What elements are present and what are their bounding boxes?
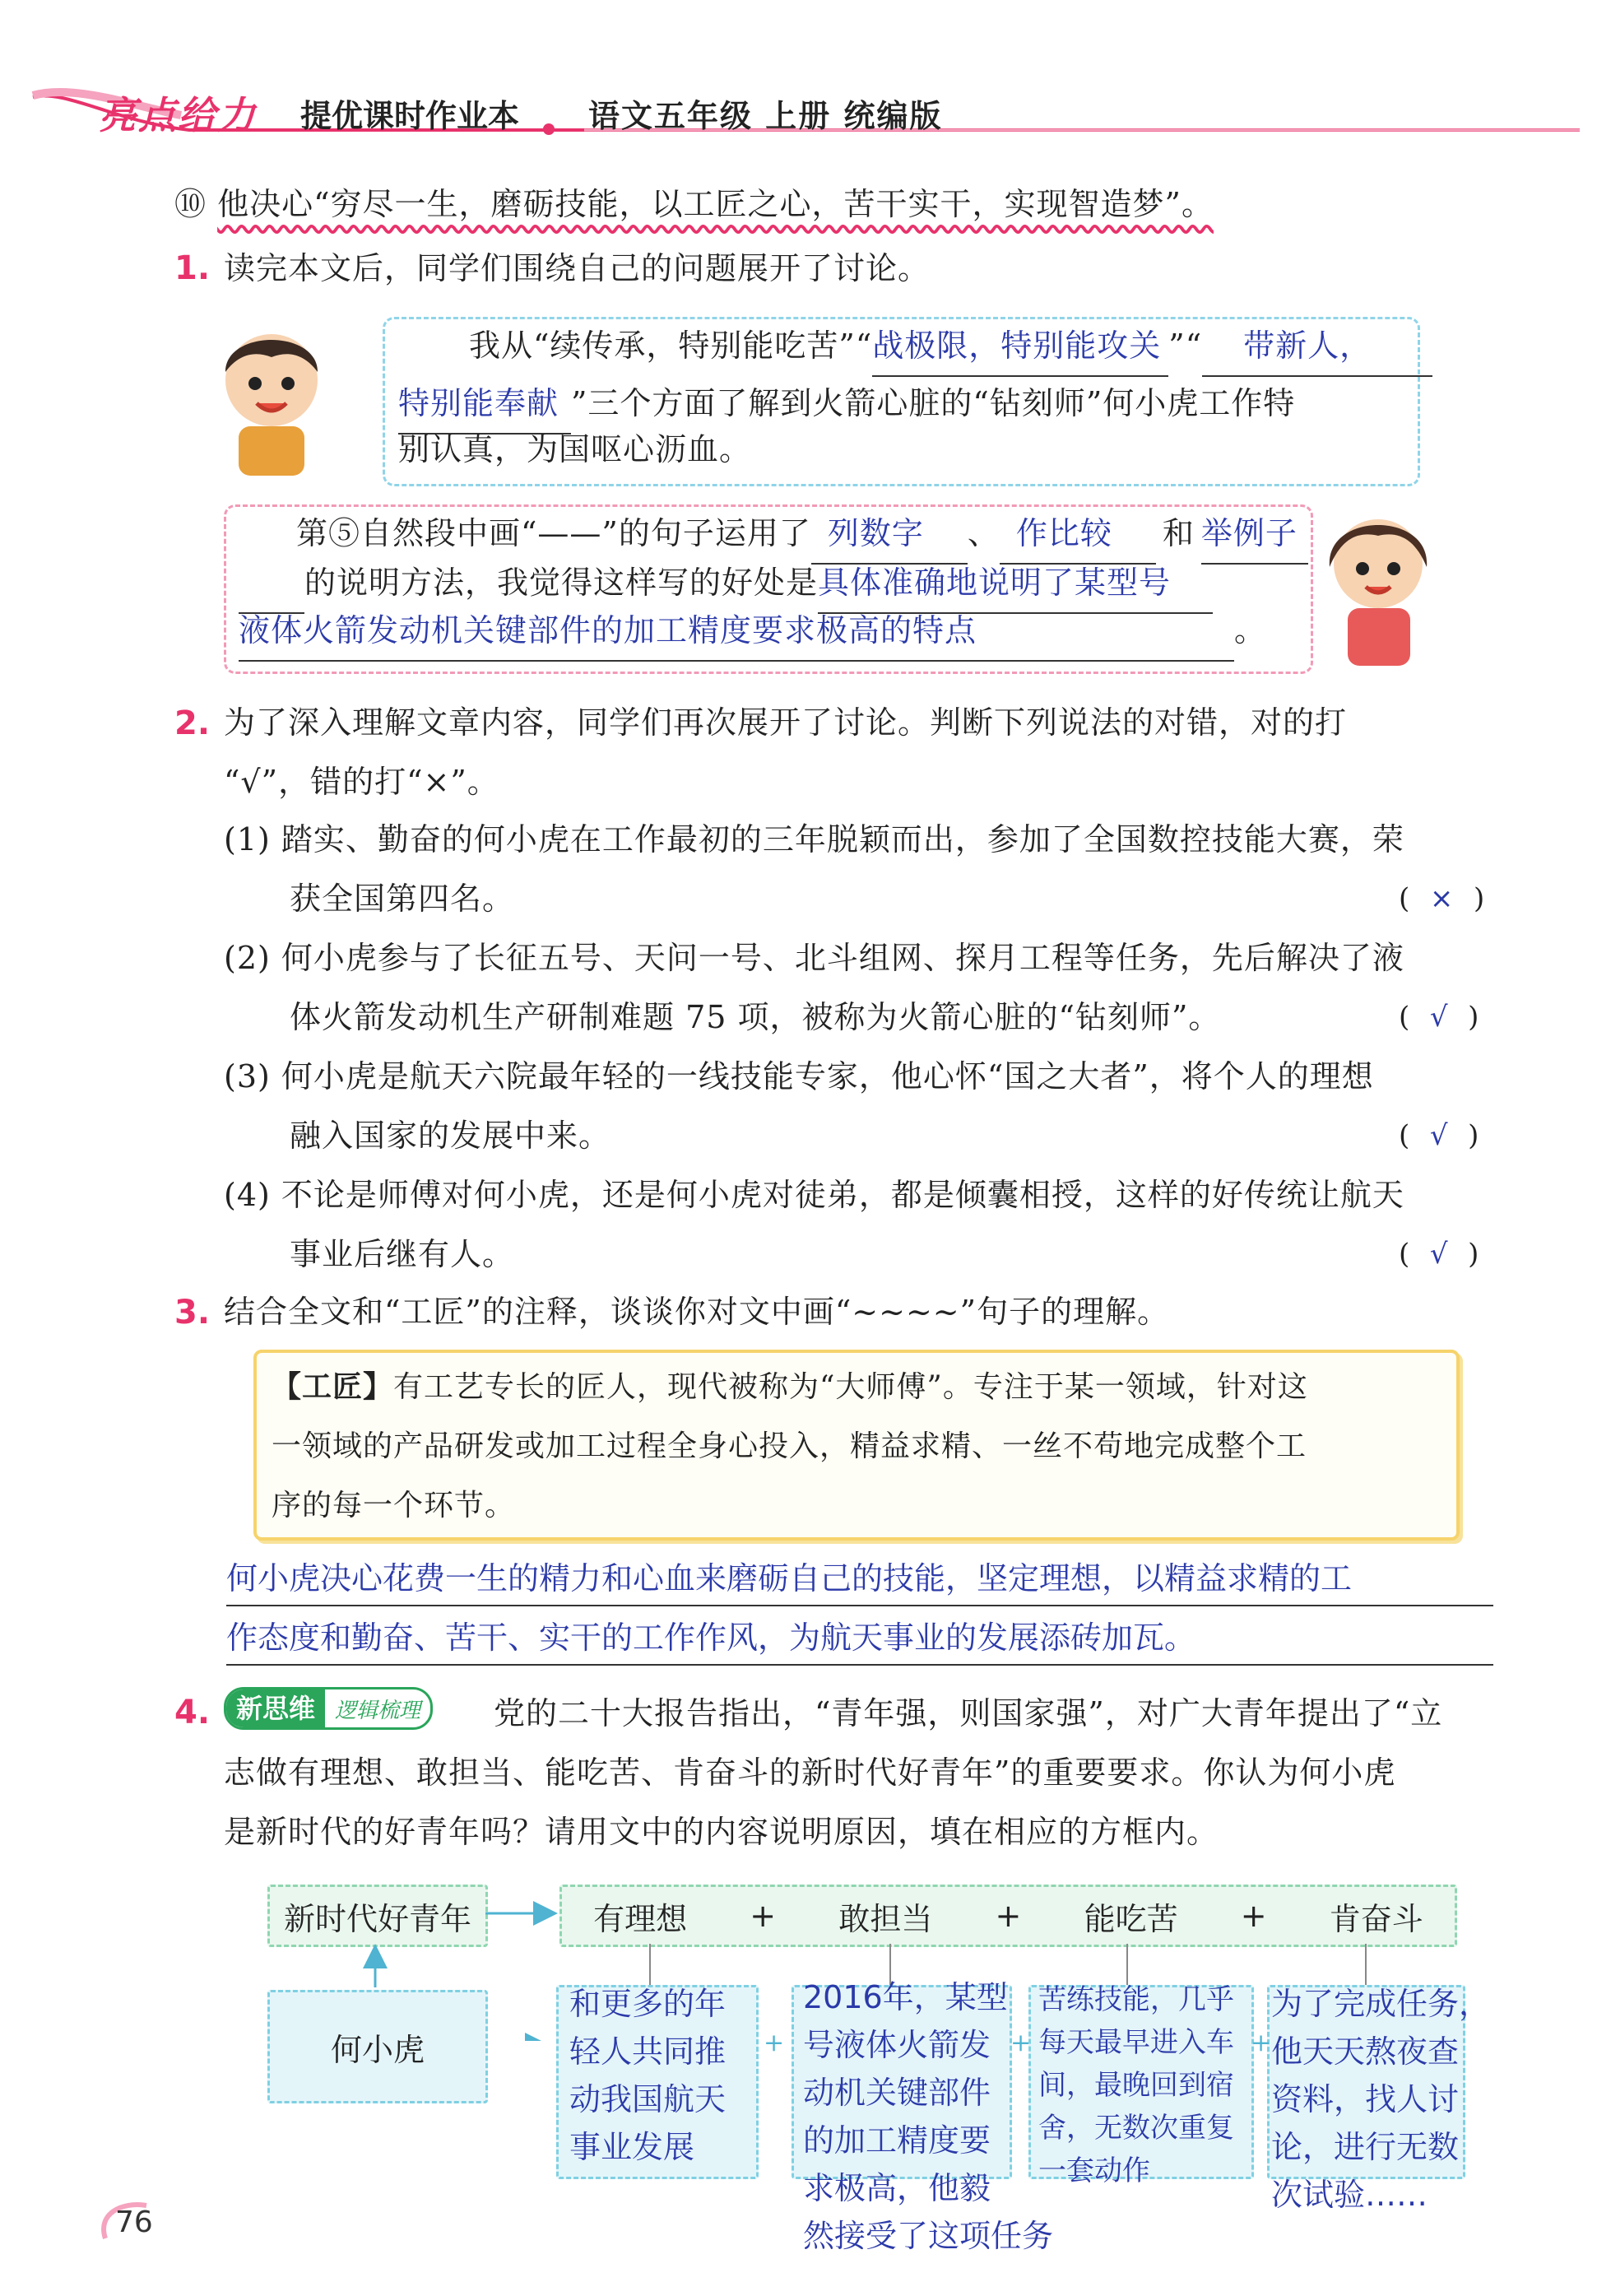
question-4-line1: 党的二十大报告指出，“青年强，则国家强”，对广大青年提出了“立	[494, 1695, 1443, 1731]
note-term: 【工匠】	[272, 1370, 394, 1404]
bubble-boy-line3: 别认真，为国呕心沥血。	[398, 431, 752, 467]
answer-resp-line: 2016年，某型	[803, 1979, 1008, 2015]
question-1-prompt: 读完本文后，同学们围绕自己的问题展开了讨论。	[224, 250, 931, 286]
plus-between-boxes-2: +	[1010, 2029, 1032, 2057]
bubble-girl-sep: 、	[967, 515, 1000, 551]
answer-line-q3-2[interactable]: 作态度和勤奋、苦干、实干的工作作风，为航天事业的发展添砖加瓦。	[226, 1611, 1493, 1666]
judge-item-1-line2: 获全国第四名。	[290, 881, 515, 917]
bubble-boy-line1	[469, 316, 1432, 377]
answer-ideal-line: 动我国航天	[569, 2081, 727, 2117]
bubble-boy-text-1: 我从“续传承，特别能吃苦”“	[469, 328, 873, 364]
answer-hardship	[1038, 1978, 1234, 2192]
answer-hard-line: 间，最晚回到宿	[1038, 2069, 1234, 2102]
badge-main-label: 新思维	[226, 1689, 325, 1727]
answer-blank-1[interactable]: 战极限，特别能攻关	[872, 316, 1168, 377]
judge-item-3-answer[interactable]: ( √ )	[1399, 1119, 1480, 1152]
person-label: 何小虎	[330, 2031, 425, 2068]
answer-resp-line: 求极高，他毅	[803, 2170, 991, 2206]
bubble-girl-and: 和	[1162, 515, 1195, 551]
judge-item-1-answer[interactable]: ( × )	[1399, 882, 1486, 915]
judge-item-4-line1: (4) 不论是师傅对何小虎，还是何小虎对徒弟，都是倾囊相授，这样的好传统让航天	[224, 1177, 1404, 1213]
paragraph-10-number: ⑩	[174, 186, 207, 222]
answer-strive-line: 他天天熬夜查	[1271, 2033, 1460, 2070]
answer-hard-line: 舍，无数次重复	[1038, 2112, 1234, 2145]
bubble-boy-text-2: ”“	[1168, 328, 1203, 364]
answer-ideal	[569, 1980, 726, 2171]
question-2-prompt-2: “√”，错的打“×”。	[224, 764, 499, 800]
answer-hard-line: 一套动作	[1038, 2154, 1150, 2187]
girl-avatar	[1308, 506, 1448, 671]
note-line-3: 序的每一个环节。	[272, 1489, 516, 1522]
badge-sub-label: 逻辑梳理	[335, 1698, 421, 1723]
answer-resp-line: 然接受了这项任务	[803, 2218, 1054, 2254]
new-thinking-badge	[224, 1687, 433, 1730]
plus-between-boxes-1: +	[764, 2029, 785, 2057]
judge-item-3-line2: 融入国家的发展中来。	[290, 1118, 611, 1154]
good-youth-box: 新时代好青年	[267, 1885, 488, 1947]
paragraph-10	[174, 174, 1214, 234]
answer-ideal-line: 事业发展	[569, 2129, 695, 2165]
judge-item-1-line1: (1) 踏实、勤奋的何小虎在工作最初的三年脱颖而出，参加了全国数控技能大赛，荣	[224, 821, 1404, 858]
trait-4: 肯奋斗	[1329, 1900, 1423, 1937]
judge-answer-3: √	[1429, 1119, 1449, 1152]
answer-blank-3[interactable]: 特别能奉献	[398, 374, 571, 435]
answer-ideal-line: 轻人共同推	[569, 2033, 727, 2070]
answer-line-q3-1[interactable]: 何小虎决心花费一生的精力和心血来磨砺自己的技能，坚定理想，以精益求精的工	[226, 1552, 1493, 1606]
plus-2: +	[995, 1898, 1022, 1934]
answer-blank-8[interactable]: 具体准确地说明了某型号	[818, 553, 1213, 614]
answer-blank-6[interactable]: 举例子	[1201, 504, 1308, 565]
answer-strive-line: 为了完成任务，	[1271, 1986, 1491, 2022]
bubble-girl-text-1: 第⑤自然段中画“——”的句子运用了	[296, 515, 811, 551]
answer-resp-line: 号液体火箭发	[803, 2027, 991, 2063]
note-line-1	[272, 1358, 1308, 1417]
question-3-prompt: 结合全文和“工匠”的注释，谈谈你对文中画“~~~~”句子的理解。	[224, 1294, 1170, 1330]
answer-strive-line: 论，进行无数	[1271, 2129, 1460, 2165]
answer-hard-line: 每天最早进入车	[1038, 2026, 1234, 2059]
series-title: 提优课时作业本	[300, 98, 520, 134]
judge-item-4-answer[interactable]: ( √ )	[1399, 1238, 1480, 1271]
question-4-line3: 是新时代的好青年吗？请用文中的内容说明原因，填在相应的方框内。	[224, 1814, 1219, 1850]
question-1-number: 1.	[174, 249, 211, 287]
question-4-line2: 志做有理想、敢担当、能吃苦、肯奋斗的新时代好青年”的重要要求。你认为何小虎	[224, 1755, 1396, 1791]
answer-striving	[1271, 1980, 1490, 2219]
judge-item-2-line2: 体火箭发动机生产研制难题 75 项，被称为火箭心脏的“钻刻师”。	[290, 999, 1221, 1035]
answer-responsibility	[803, 1973, 1053, 2260]
answer-strive-line: 次试验……	[1271, 2177, 1428, 2213]
answer-blank-4[interactable]: 列数字	[811, 504, 968, 565]
plus-3: +	[1240, 1898, 1267, 1934]
bubble-girl-text-2: 的说明方法，我觉得这样写的好处是	[304, 565, 819, 601]
answer-hard-line: 苦练技能，几乎	[1038, 1983, 1234, 2016]
judge-answer-2: √	[1429, 1001, 1449, 1034]
trait-3: 能吃苦	[1084, 1900, 1178, 1937]
answer-blank-9[interactable]: 液体火箭发动机关键部件的加工精度要求极高的特点	[239, 601, 1234, 662]
answer-resp-line: 的加工精度要	[803, 2122, 991, 2159]
question-2-number: 2.	[174, 704, 211, 742]
bubble-girl-line3	[239, 601, 1266, 662]
plus-between-boxes-3: +	[1251, 2029, 1272, 2057]
brand-logo: 亮点给力	[99, 93, 257, 137]
answer-blank-5[interactable]: 作比较	[1000, 504, 1156, 565]
header-dot	[543, 123, 555, 135]
trait-1: 有理想	[593, 1900, 688, 1937]
trait-2: 敢担当	[838, 1900, 933, 1937]
judge-item-4-line2: 事业后继有人。	[290, 1236, 515, 1272]
question-2-prompt-1: 为了深入理解文章内容，同学们再次展开了讨论。判断下列说法的对错，对的打	[224, 704, 1348, 741]
judge-answer-4: √	[1429, 1238, 1449, 1271]
answer-strive-line: 资料，找人讨	[1271, 2081, 1460, 2117]
judge-item-3-line1: (3) 何小虎是航天六院最年轻的一线技能专家，他心怀“国之大者”，将个人的理想	[224, 1058, 1374, 1095]
answer-blank-2[interactable]: 带新人，	[1202, 316, 1432, 377]
bubble-girl-end: 。	[1234, 612, 1267, 648]
paragraph-10-text: 他决心“穷尽一生，磨砺技能，以工匠之心，苦干实干，实现智造梦”。	[217, 186, 1214, 222]
judge-item-2-answer[interactable]: ( √ )	[1399, 1001, 1480, 1034]
answer-ideal-line: 和更多的年	[569, 1986, 727, 2022]
note-line-2: 一领域的产品研发或加工过程全身心投入，精益求精、一丝不苟地完成整个工	[272, 1429, 1307, 1463]
bubble-boy-text-3: ”三个方面了解到火箭心脏的“钻刻师”何小虎工作特	[571, 385, 1296, 421]
judge-item-2-line1: (2) 何小虎参与了长征五号、天问一号、北斗组网、探月工程等任务，先后解决了液	[224, 940, 1404, 976]
question-4-number: 4.	[174, 1694, 211, 1731]
answer-resp-line: 动机关键部件	[803, 2075, 991, 2111]
boy-avatar	[206, 321, 337, 477]
page-number: 76	[115, 2205, 153, 2239]
plus-1: +	[750, 1898, 777, 1934]
judge-answer-1: ×	[1429, 882, 1455, 915]
question-3-number: 3.	[174, 1294, 211, 1332]
subject-title: 语文五年级 上册 统编版	[588, 98, 943, 134]
note-text-1: 有工艺专长的匠人，现代被称为“大师傅”。专注于某一领域，针对这	[393, 1370, 1308, 1404]
